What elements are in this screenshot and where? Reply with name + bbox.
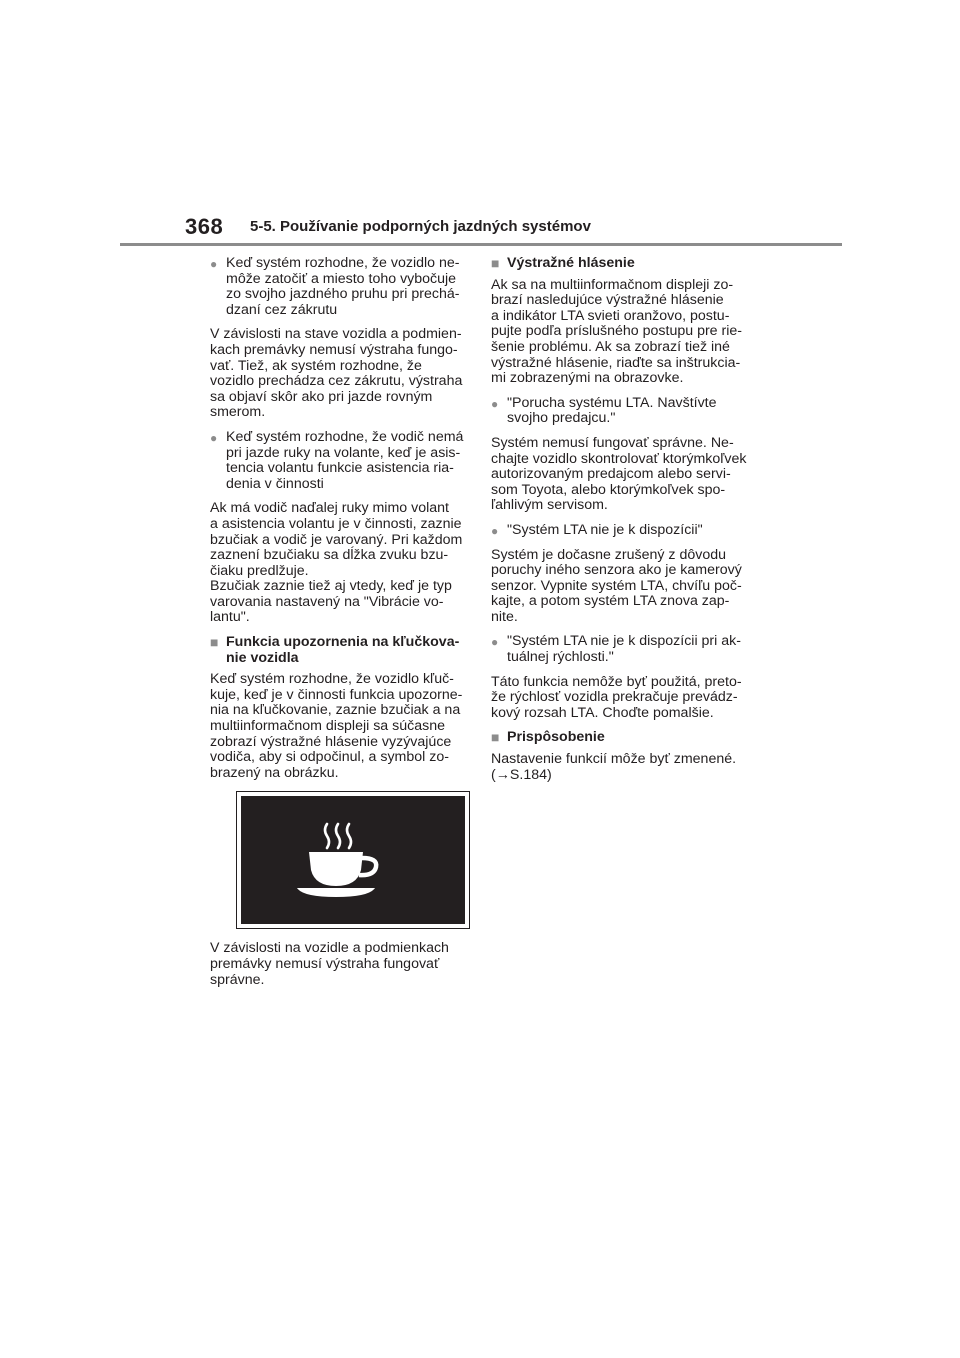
text-line: autorizovaným predajcom alebo servi- (491, 466, 731, 483)
text-line: výstražné hlásenie, riaďte sa inštrukcia- (491, 354, 741, 371)
text-line: Funkcia upozornenia na kľučkova- (226, 634, 460, 651)
text-line: Ak má vodič naďalej ruky mimo volant (210, 500, 449, 517)
text-line: Výstražné hlásenie (507, 255, 635, 271)
coffee-cup-icon (237, 792, 469, 928)
heading-customization (491, 730, 753, 746)
paragraph (491, 675, 753, 722)
text-line: "Systém LTA nie je k dispozícii" (507, 521, 703, 538)
text-line: Ak sa na multiinformačnom displeji zo- (491, 276, 734, 293)
bullet-curve-warning (210, 256, 472, 318)
text-line: že rýchlosť vozidla prekračuje prevádz- (491, 689, 738, 706)
bullet-hands-off (210, 430, 472, 492)
paragraph (491, 548, 753, 626)
text-line: denia v činnosti (226, 475, 324, 492)
text-line: poruchy iného senzora ako je kamerový (491, 562, 742, 579)
text-line: som Toyota, alebo ktorýmkoľvek spo- (491, 481, 726, 498)
text-line: nite. (491, 608, 518, 625)
bullet-circle-icon: ● (491, 523, 499, 538)
text-line: Prispôsobenie (507, 729, 605, 746)
text-line: kach premávky nemusí výstraha fungo- (210, 341, 458, 358)
text-line: vodiča, aby si odpočinul, a symbol zo- (210, 749, 449, 766)
bullet-circle-icon: ● (491, 396, 499, 411)
text-line: senzor. Vypnite systém LTA, chvíľu poč- (491, 577, 742, 594)
paragraph (491, 278, 753, 387)
paragraph (210, 941, 472, 988)
text-line: kuje, keď je v činnosti funkcia upozorne- (210, 686, 463, 703)
bullet-circle-icon: ● (491, 635, 499, 650)
text-line: smerom. (210, 404, 266, 421)
text-line: tencia volantu funkcie asistencia ria- (226, 460, 454, 477)
heading-warning-message (491, 256, 753, 272)
heading-sway-warning (210, 635, 472, 666)
bullet-lta-speed (491, 634, 753, 665)
text-line: pujte podľa príslušného postupu pre rie- (491, 323, 743, 340)
text-line: (→S.184) (491, 766, 552, 783)
text-line: "Systém LTA nie je k dispozícii pri ak- (507, 633, 741, 650)
text-line: Systém nemusí fungovať správne. Ne- (491, 434, 734, 451)
bullet-lta-unavailable (491, 523, 753, 539)
text-line: vať. Tiež, ak systém rozhodne, že (210, 357, 422, 374)
text-line: Nastavenie funkcií môže byť zmenené. (491, 751, 737, 768)
text-line: svojho predajcu." (507, 410, 616, 427)
text-line: brazený na obrázku. (210, 764, 339, 781)
text-line: zaznení bzučiaku sa dĺžka zvuku bzu- (210, 547, 449, 564)
heading-square-icon: ■ (210, 634, 219, 651)
text-line: Systém je dočasne zrušený z dôvodu (491, 546, 727, 563)
paragraph (210, 327, 472, 421)
header-divider (120, 243, 842, 246)
text-line: tuálnej rýchlosti." (507, 649, 614, 666)
section-title: 5-5. Používanie podporných jazdných systémov (250, 218, 591, 235)
text-line: môže zatočiť a miesto toho vybočuje (226, 270, 457, 287)
paragraph (491, 752, 753, 783)
text-line: Táto funkcia nemôže byť použitá, preto- (491, 673, 742, 690)
text-line: a asistencia volantu je v činnosti, zaznie (210, 515, 462, 532)
text-line: mi zobrazenými na obrazovke. (491, 370, 684, 387)
heading-square-icon: ■ (491, 729, 500, 746)
text-line: ľahlivým servisom. (491, 497, 608, 514)
bullet-circle-icon: ● (210, 257, 218, 271)
text-line: "Porucha systému LTA. Navštívte (507, 394, 717, 411)
text-line: V závislosti na stave vozidla a podmien- (210, 326, 462, 343)
text-line: Keď systém rozhodne, že vozidlo kľuč- (210, 671, 454, 688)
text-line: bzučiak a vodič je varovaný. Pri každom (210, 531, 463, 548)
text-line: dzaní cez zákrutu (226, 301, 338, 318)
text-line: zobrazí výstražné hlásenie vyzývajúce (210, 733, 452, 750)
text-line: zo svojho jazdného pruhu pri prechá- (226, 286, 460, 303)
text-line: varovania nastavený na "Vibrácie vo- (210, 593, 444, 610)
text-line: Keď systém rozhodne, že vodič nemá (226, 428, 464, 445)
text-line: multiinformačnom displeji sa súčasne (210, 718, 445, 735)
text-line: čiaku predlžuje. (210, 562, 309, 579)
text-line: pri jazde ruky na volante, keď je asis- (226, 444, 461, 461)
text-line: kajte, a potom systém LTA znova zap- (491, 593, 730, 610)
left-column (210, 256, 472, 997)
text-line: brazí nasledujúce výstražné hlásenie (491, 292, 724, 309)
heading-square-icon: ■ (491, 255, 500, 271)
bullet-lta-malfunction (491, 396, 753, 427)
text-line: a indikátor LTA svieti oranžovo, postu- (491, 307, 730, 324)
text-line: správne. (210, 971, 265, 988)
paragraph (210, 501, 472, 626)
bullet-circle-icon: ● (210, 430, 218, 445)
text-line: sa objaví skôr ako pri jazde rovným (210, 388, 433, 405)
text-line: nie vozidla (226, 649, 299, 666)
text-line: chajte vozidlo skontrolovať ktorýmkoľvek (491, 450, 747, 467)
coffee-cup-figure (236, 791, 470, 929)
text-line: lantu". (210, 609, 250, 626)
text-line: vozidlo prechádza cez zákrutu, výstraha (210, 373, 463, 390)
page-number: 368 (185, 214, 224, 239)
text-line: Keď systém rozhodne, že vozidlo ne- (226, 255, 460, 271)
text-line: nia na kľučkovanie, zaznie bzučiak a na (210, 702, 461, 719)
text-line: V závislosti na vozidle a podmienkach (210, 940, 449, 957)
text-line: šenie problému. Ak sa zobrazí tiež iné (491, 338, 730, 355)
text-line: premávky nemusí výstraha fungovať (210, 956, 440, 972)
text-line: kový rozsah LTA. Choďte pomalšie. (491, 704, 714, 721)
right-column (491, 256, 753, 792)
text-line: Bzučiak zaznie tiež aj vtedy, keď je typ (210, 578, 452, 595)
paragraph (491, 436, 753, 514)
paragraph (210, 672, 472, 781)
